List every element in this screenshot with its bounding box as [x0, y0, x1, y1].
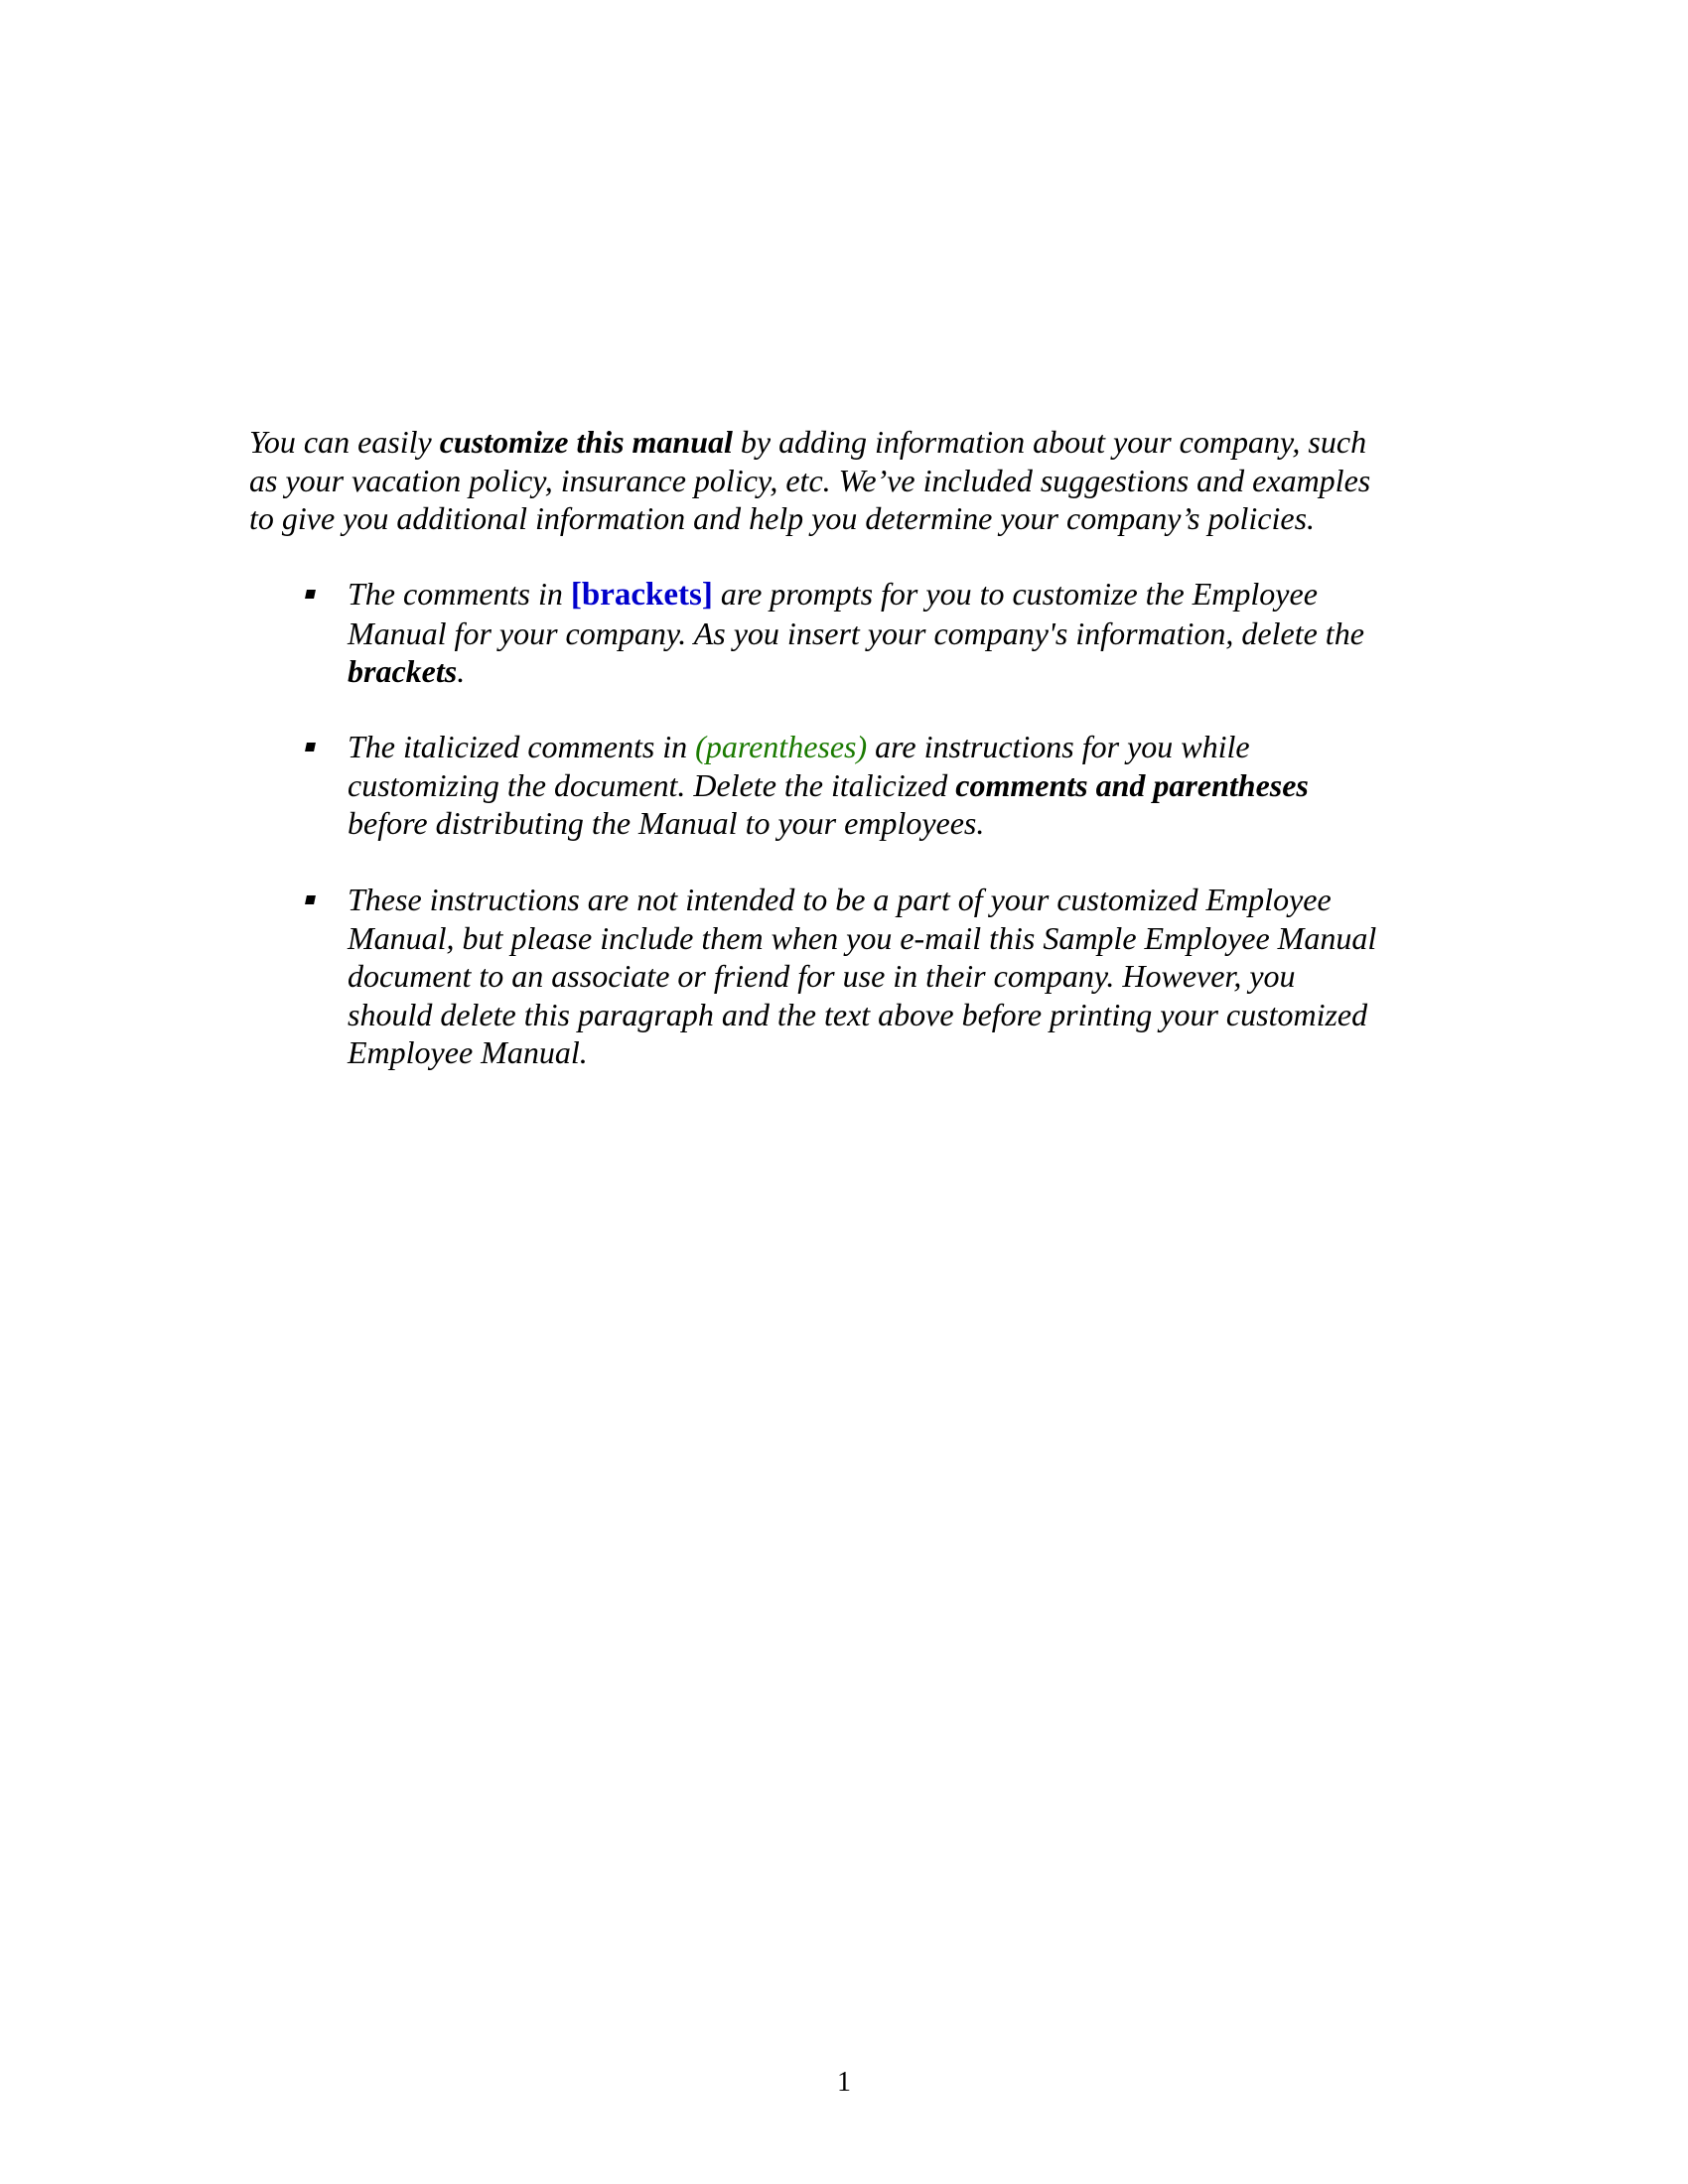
bullet-text: are prompts for you to customize the Employee	[712, 576, 1318, 612]
bullet-line: should delete this paragraph and the text above before printing your customized	[348, 996, 1368, 1032]
bullet-text: customizing the document. Delete the italicized	[348, 766, 956, 803]
bullet-text: are instructions for you while	[867, 729, 1250, 764]
list-item-parentheses	[348, 728, 1489, 843]
intro-bold-text: customize this manual	[439, 424, 733, 460]
intro-line-3: to give you additional information and help you determine your company’s policies.	[249, 500, 1316, 536]
bullet-line	[348, 575, 1489, 614]
brackets-highlight: [brackets]	[570, 577, 713, 613]
intro-text: by adding information about your company, such	[732, 424, 1367, 460]
bullet-bold-text: comments and parentheses	[955, 766, 1309, 803]
bullet-line: document to an associate or friend for use in their company. However, you	[348, 958, 1296, 994]
intro-line-2: as your vacation policy, insurance policy, etc. We’ve included suggestions and examples	[249, 462, 1371, 498]
bullet-bold-text: brackets	[348, 653, 458, 689]
bullet-line: before distributing the Manual to your employees.	[348, 805, 985, 841]
bullet-text: The comments in	[348, 576, 571, 612]
square-bullet-icon	[305, 895, 316, 904]
bullet-line	[348, 728, 1489, 766]
bullet-text: .	[457, 653, 466, 689]
list-item-brackets	[348, 575, 1489, 691]
bullet-line	[348, 652, 1489, 691]
bullet-text: The italicized comments in	[348, 729, 696, 764]
list-item-instructions-note	[348, 881, 1489, 1072]
bullet-line: These instructions are not intended to be a part of your customized Employee	[348, 882, 1332, 917]
square-bullet-icon	[305, 590, 316, 599]
intro-text: You can easily	[249, 424, 440, 460]
square-bullet-icon	[305, 743, 316, 751]
parentheses-highlight: (parentheses)	[695, 729, 868, 764]
bullet-line: Manual, but please include them when you e-mail this Sample Employee Manual	[348, 919, 1377, 956]
bullet-line: Employee Manual.	[348, 1034, 588, 1070]
bullet-line	[348, 766, 1489, 805]
bullet-line: Manual for your company. As you insert your company's information, delete the	[348, 614, 1364, 651]
page-number: 1	[837, 2067, 851, 2098]
